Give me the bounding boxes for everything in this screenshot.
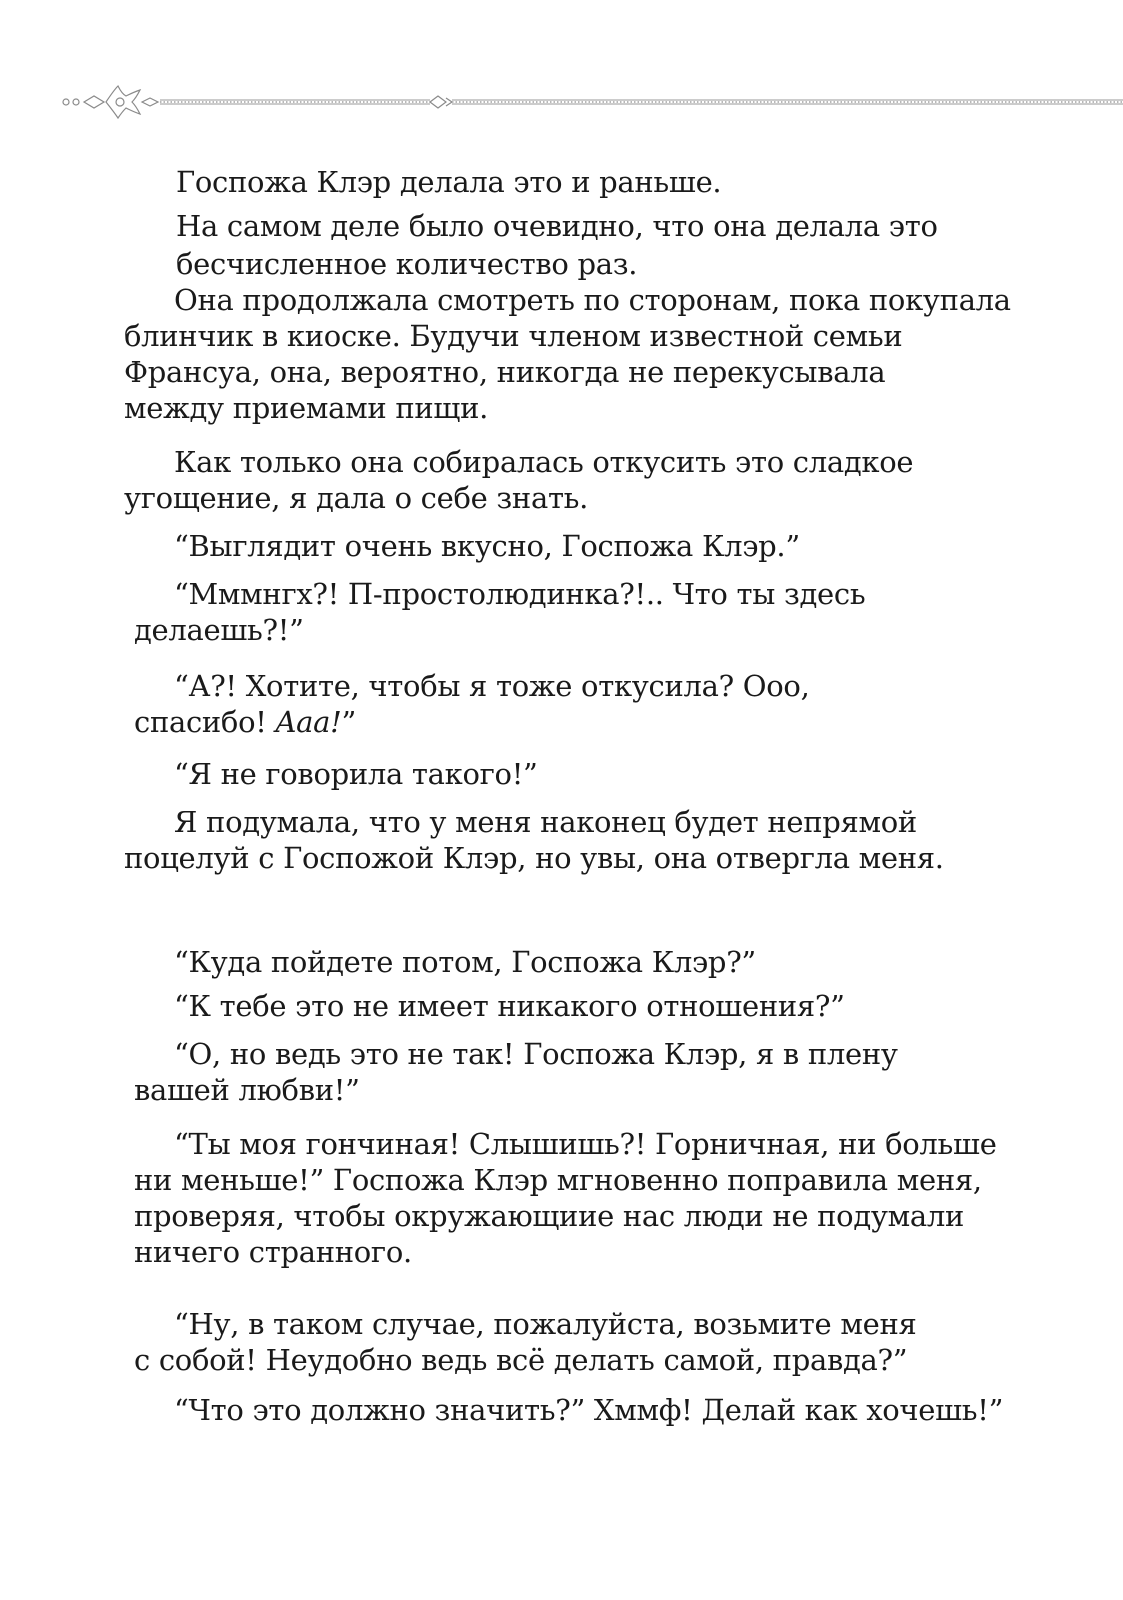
text-line: На самом деле было очевидно, что она делала это	[176, 209, 938, 243]
text-line: “Куда пойдете потом, Госпожа Клэр?”	[174, 945, 756, 979]
text-line: Я подумала, что у меня наконец будет непрямой	[174, 805, 917, 839]
text-line: “К тебе это не имеет никакого отношения?”	[174, 989, 845, 1023]
text-line: “Мммнгх?! П-простолюдинка?!.. Что ты здесь	[174, 577, 866, 611]
text-line: “Выглядит очень вкусно, Госпожа Клэр.”	[174, 529, 800, 563]
text-line: бесчисленное количество раз.	[176, 247, 638, 281]
text-line: вашей любви!”	[134, 1073, 360, 1107]
text-line: “Что это должно значить?” Хммф! Делай как хочешь!”	[174, 1393, 1004, 1427]
text-line: проверяя, чтобы окружающиие нас люди не подумали	[134, 1199, 965, 1233]
text-line: Она продолжала смотреть по сторонам, пока покупала	[174, 283, 1011, 317]
text-segment: спасибо!	[134, 705, 276, 739]
text-line: с собой! Неудобно ведь всё делать самой, правда?”	[134, 1343, 908, 1377]
text-line: Госпожа Клэр делала это и раньше.	[176, 165, 722, 199]
text-line: между приемами пищи.	[124, 391, 489, 425]
italic-text: Aaa!	[275, 705, 342, 739]
text-line: ничего странного.	[134, 1235, 412, 1269]
text-line: делаешь?!”	[134, 613, 304, 647]
text-line	[134, 704, 356, 740]
text-line: “О, но ведь это не так! Госпожа Клэр, я в плену	[174, 1037, 898, 1071]
text-line: “А?! Хотите, чтобы я тоже откусила? Ооо,	[174, 669, 810, 703]
text-line: Франсуа, она, вероятно, никогда не перекусывала	[124, 355, 886, 389]
text-line: поцелуй с Госпожой Клэр, но увы, она отвергла меня.	[124, 841, 944, 875]
text-line: “Ты моя гончиная! Слышишь?! Горничная, ни больше	[174, 1127, 997, 1161]
text-line: Как только она собиралась откусить это сладкое	[174, 445, 914, 479]
text-line: угощение, я дала о себе знать.	[124, 481, 589, 515]
text-line: “Я не говорила такого!”	[174, 757, 538, 791]
text-line: ни меньше!” Госпожа Клэр мгновенно поправила меня,	[134, 1163, 982, 1197]
text-line: “Ну, в таком случае, пожалуйста, возьмите меня	[174, 1307, 917, 1341]
text-line: блинчик в киоске. Будучи членом известной семьи	[124, 319, 903, 353]
text-segment: ”	[341, 705, 357, 739]
